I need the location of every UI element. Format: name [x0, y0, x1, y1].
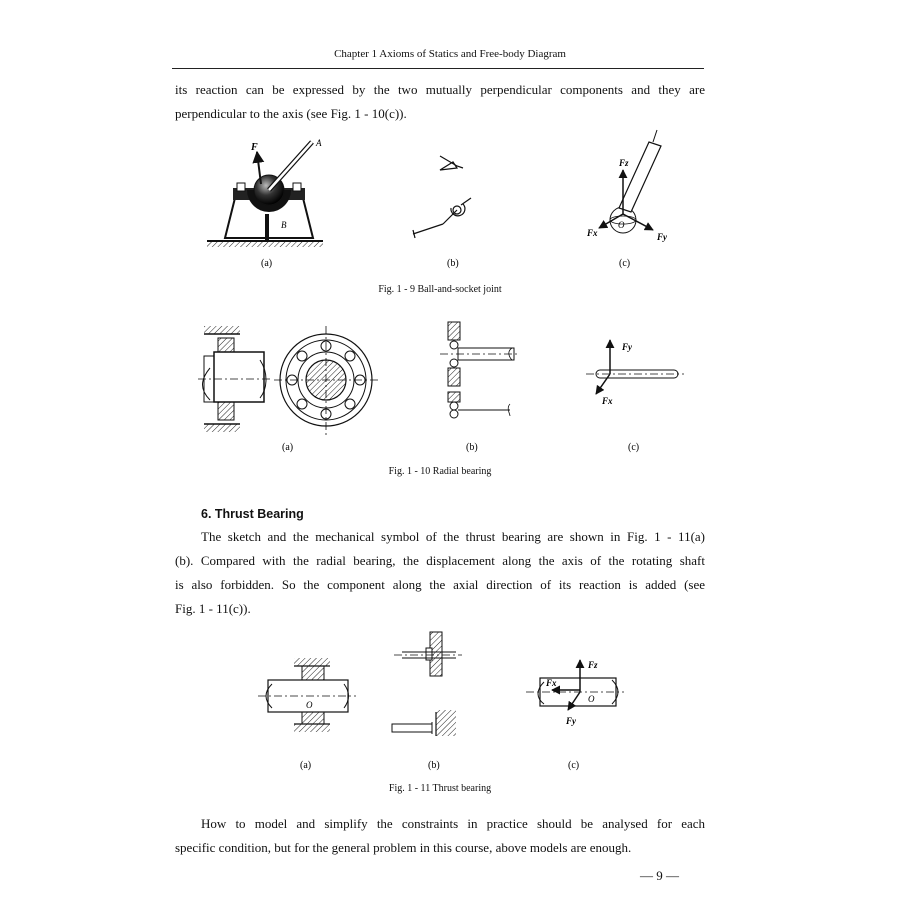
text-line: specific condition, but for the general problem in this course, above models are enough.: [175, 840, 632, 855]
figure-1-10: [190, 318, 700, 458]
thrust-bearing-fbd: [526, 660, 624, 710]
figure-1-9: [195, 128, 705, 278]
paragraph-thrust: [175, 525, 705, 621]
force-label-fx: Fx: [602, 396, 613, 406]
text-line: its reaction can be expressed by the two mutually perpendicular components and they are: [175, 82, 705, 97]
force-label-fy: Fy: [566, 716, 576, 726]
figure-caption: Fig. 1 - 11 Thrust bearing: [388, 783, 492, 794]
force-label-f: F: [251, 142, 258, 153]
paragraph-conclusion: [175, 812, 705, 860]
text-line: How to model and simplify the constraints in practice should be analysed for each: [201, 816, 705, 831]
page-number: — 9 —: [640, 868, 679, 883]
point-label-b: B: [281, 220, 287, 230]
text-line: Fig. 1 - 11(c)).: [175, 601, 251, 616]
section-heading: 6. Thrust Bearing: [201, 507, 304, 521]
text-line: perpendicular to the axis (see Fig. 1 - 10(c)).: [175, 106, 407, 121]
header-rule: [172, 68, 704, 69]
thrust-bearing-sketch: [258, 658, 356, 732]
ball-socket-symbol: [413, 156, 471, 238]
point-label-o: O: [306, 700, 313, 710]
subfigure-label-c: (c): [628, 442, 640, 453]
figure-caption: Fig. 1 - 9 Ball-and-socket joint: [378, 284, 502, 295]
ball-socket-fbd: [599, 130, 661, 233]
subfigure-label-a: (a): [300, 760, 312, 771]
paragraph-intro: [175, 78, 705, 126]
text-line: (b). Compared with the radial bearing, the displacement along the axis of the rotating shaft: [175, 553, 705, 568]
running-header: Chapter 1 Axioms of Statics and Free-body Diagram: [334, 48, 566, 60]
figure-caption: Fig. 1 - 10 Radial bearing: [388, 466, 492, 477]
subfigure-label-a: (a): [282, 442, 294, 453]
subfigure-label-b: (b): [466, 442, 478, 453]
figure-1-11: [250, 628, 650, 773]
radial-bearing-symbol: [440, 322, 520, 418]
subfigure-label-c: (c): [568, 760, 580, 771]
force-label-fx: Fx: [546, 678, 557, 688]
point-label-a: A: [316, 138, 322, 148]
subfigure-label-a: (a): [261, 258, 273, 269]
force-label-fy: Fy: [622, 342, 632, 352]
radial-bearing-end-view: [274, 326, 380, 438]
thrust-bearing-symbol: [392, 632, 462, 736]
force-label-fy: Fy: [657, 232, 667, 242]
force-label-fx: Fx: [587, 228, 598, 238]
subfigure-label-c: (c): [619, 258, 631, 269]
point-label-o: O: [618, 220, 625, 230]
subfigure-label-b: (b): [428, 760, 440, 771]
ball-socket-sketch: [207, 142, 323, 247]
force-label-fz: Fz: [588, 660, 598, 670]
text-line: is also forbidden. So the component along the axial direction of its reaction is added (see: [175, 577, 705, 592]
point-label-o: O: [588, 694, 595, 704]
radial-bearing-fbd: [586, 340, 684, 394]
text-line: The sketch and the mechanical symbol of the thrust bearing are shown in Fig. 1 - 11(a): [201, 529, 705, 544]
radial-bearing-sketch: [198, 326, 272, 432]
subfigure-label-b: (b): [447, 258, 459, 269]
force-label-fz: Fz: [619, 158, 629, 168]
